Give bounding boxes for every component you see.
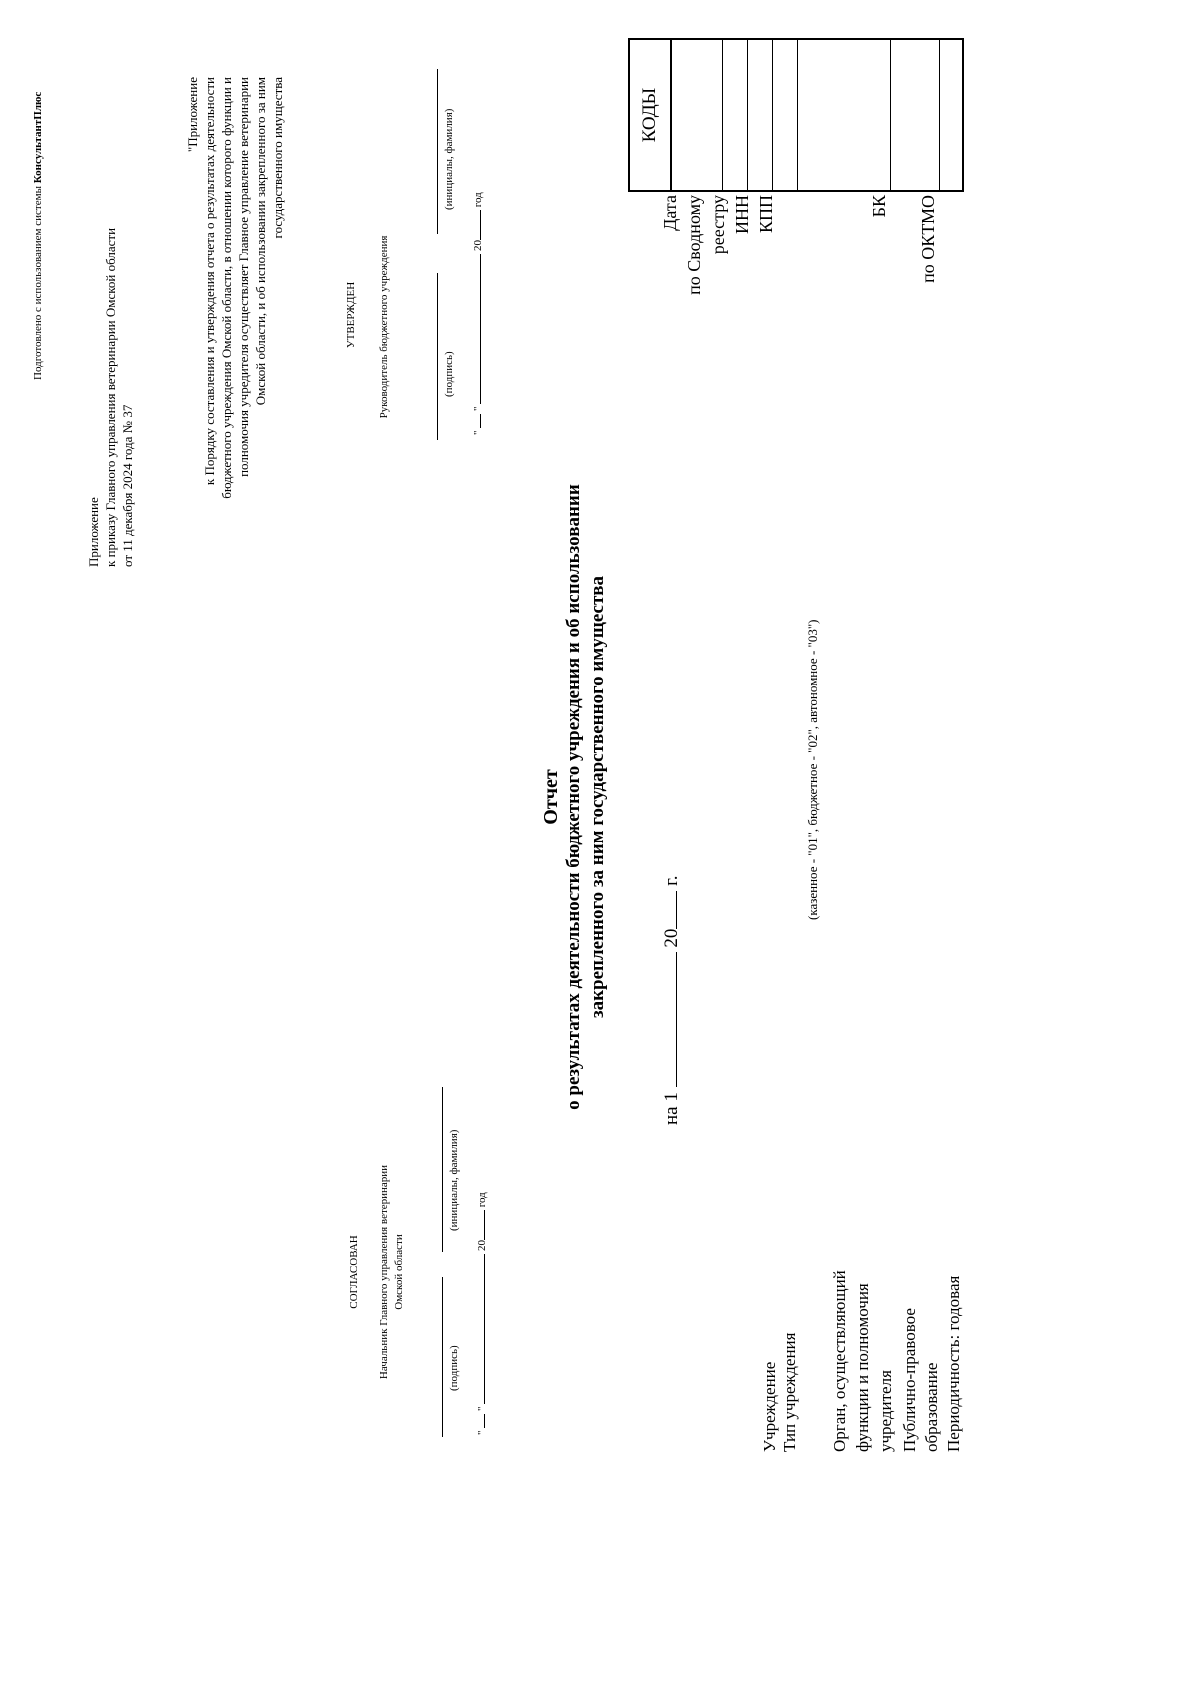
label-institution: Учреждение — [760, 1361, 779, 1452]
approved-date-quote-close: " — [472, 406, 484, 411]
label-founder-1: Орган, осуществляющий — [830, 1270, 849, 1452]
institution-type-hint: (казенное - "01", бюджетное - "02", автономное - "03") — [805, 619, 820, 920]
approved-name-line — [437, 69, 438, 234]
approved-date-quote-open: " — [472, 430, 484, 435]
code-label-oktmo: по ОКТМО — [918, 195, 938, 283]
report-year-blank — [676, 891, 677, 929]
agreed-date-quote-close: " — [476, 1406, 488, 1411]
order-ref-line1: Приложение — [86, 497, 101, 567]
approved-month-blank — [480, 254, 481, 404]
code-label-registry-1: по Сводному — [684, 195, 704, 295]
appendix-line1: "Приложение — [185, 77, 200, 153]
report-year-prefix: 20 — [661, 928, 682, 948]
agreed-year-blank — [484, 1210, 485, 1240]
code-cell-oktmo[interactable] — [891, 39, 940, 191]
appendix-line3: бюджетного учреждения Омской области, в отношении которого функции и — [219, 77, 234, 499]
code-cell-bk[interactable] — [798, 39, 891, 191]
code-label-bk: БК — [869, 195, 889, 218]
label-institution-type: Тип учреждения — [780, 1332, 799, 1452]
code-label-inn: ИНН — [732, 195, 752, 234]
agreed-day-blank — [484, 1414, 485, 1428]
label-municipality-1: Публично-правовое — [900, 1308, 919, 1452]
code-label-registry-2: реестру — [708, 195, 728, 255]
approved-year-blank — [480, 210, 481, 240]
appendix-line2: к Порядку составления и утверждения отчета о результатах деятельности — [202, 77, 217, 486]
appendix-line5: Омской области, и об использовании закрепленного за ним — [253, 77, 268, 406]
code-cell-kpp[interactable] — [773, 39, 798, 191]
approved-year-suffix: год — [472, 192, 484, 208]
label-founder-3: учредителя — [876, 1370, 895, 1452]
order-ref-line2: к приказу Главного управления ветеринарии Омской области — [103, 227, 118, 567]
codes-table — [628, 38, 964, 192]
order-reference — [85, 228, 136, 567]
appendix-line4: полномочия учредителя осуществляет Главное управление ветеринарии — [236, 77, 251, 477]
appendix-block — [184, 77, 286, 577]
report-month-blank — [676, 952, 677, 1087]
agreed-role-line1: Начальник Главного управления ветеринарии — [378, 1164, 390, 1380]
report-date-prefix: на 1 — [661, 1092, 682, 1125]
agreed-year-suffix: год — [476, 1192, 488, 1208]
code-cell-inn[interactable] — [748, 39, 773, 191]
agreed-date — [476, 1192, 488, 1435]
report-date — [661, 875, 683, 1125]
agreed-title: СОГЛАСОВАН — [348, 1235, 360, 1309]
code-cell-date[interactable] — [671, 39, 723, 191]
report-subtitle-2: закрепленного за ним государственного имущества — [587, 575, 608, 1019]
approved-name-caption: (инициалы, фамилия) — [443, 108, 455, 210]
report-title: Отчет — [540, 769, 562, 825]
label-periodicity: Периодичность: годовая — [944, 1275, 963, 1452]
approved-sign-line — [437, 273, 438, 440]
approved-year-prefix: 20 — [472, 240, 484, 251]
agreed-sign-caption: (подпись) — [448, 1345, 460, 1391]
label-founder-2: функции и полномочия — [853, 1283, 872, 1452]
agreed-year-prefix: 20 — [476, 1240, 488, 1251]
codes-header: КОДЫ — [629, 39, 671, 191]
agreed-month-blank — [484, 1254, 485, 1404]
consultant-watermark — [32, 92, 44, 380]
agreed-role-line2: Омской области — [393, 1234, 405, 1310]
approved-day-blank — [480, 414, 481, 428]
report-subtitle-1: о результатах деятельности бюджетного учреждения и об использовании — [563, 484, 584, 1110]
order-ref-line3: от 11 декабря 2024 года № 37 — [120, 404, 135, 567]
code-cell-periodicity[interactable] — [940, 39, 964, 191]
approved-sign-caption: (подпись) — [443, 351, 455, 397]
approved-date — [472, 192, 484, 435]
agreed-sign-line — [442, 1277, 443, 1437]
watermark-brand: КонсультантПлюс — [32, 91, 44, 184]
agreed-name-line — [442, 1087, 443, 1252]
appendix-line6: государственного имущества — [270, 77, 285, 239]
agreed-name-caption: (инициалы, фамилия) — [448, 1129, 460, 1231]
code-label-kpp: КПП — [756, 195, 776, 234]
agreed-date-quote-open: " — [476, 1430, 488, 1435]
code-label-date: Дата — [660, 195, 680, 231]
approved-title: УТВЕРЖДЕН — [345, 281, 357, 349]
watermark-prefix: Подготовлено с использованием системы — [32, 183, 44, 380]
report-date-suffix: г. — [661, 875, 682, 886]
label-municipality-2: образование — [922, 1362, 941, 1452]
approved-role: Руководитель бюджетного учреждения — [378, 235, 390, 419]
code-cell-registry[interactable] — [723, 39, 748, 191]
